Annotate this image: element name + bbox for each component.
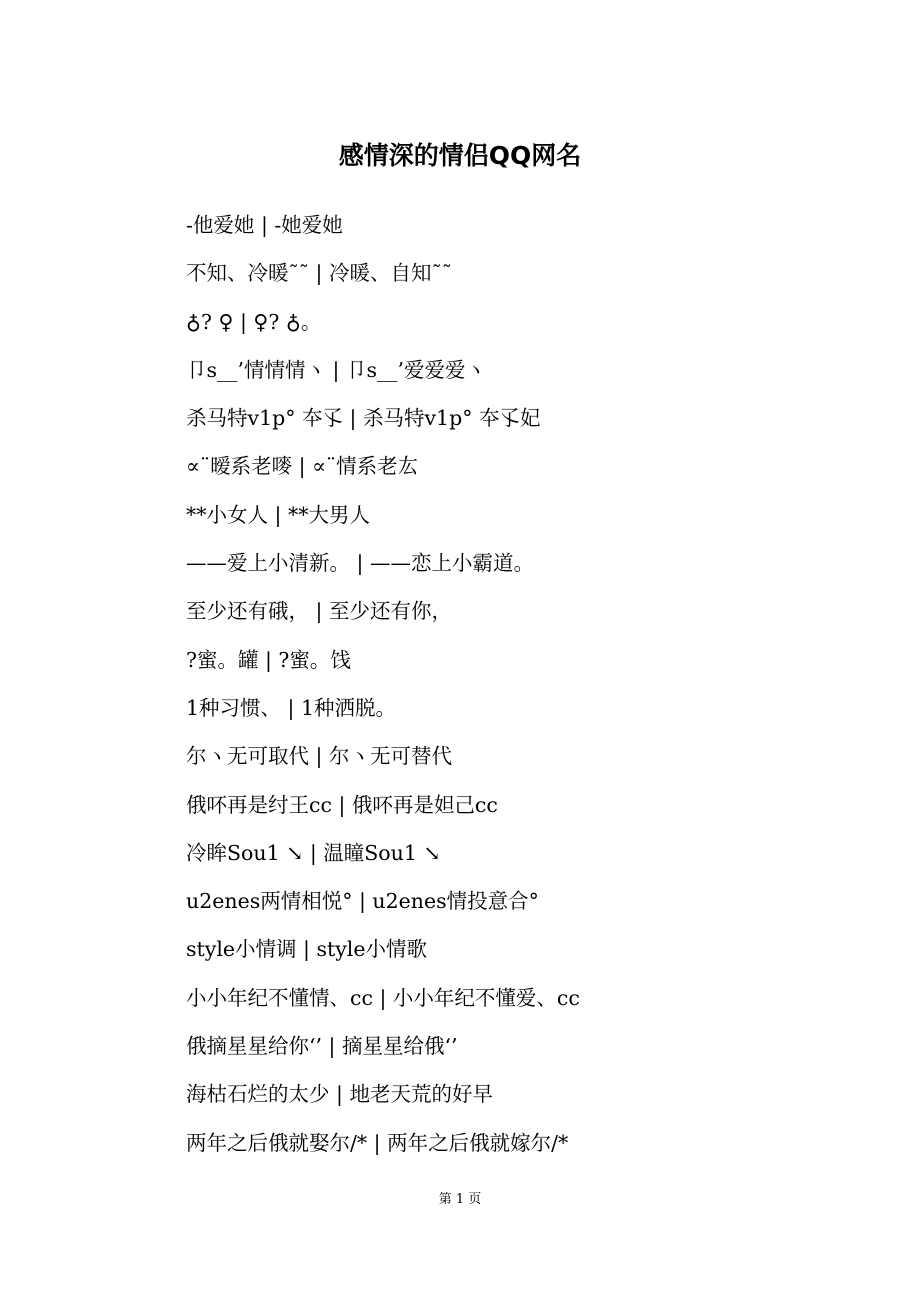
list-item: -他爱她 | -她爱她: [186, 213, 343, 237]
list-item: 两年之后俄就娶尔/* | 两年之后俄就嫁尔/*: [186, 1130, 569, 1155]
list-item: ——爱上小清新。 | ——恋上小霸道。: [186, 551, 534, 576]
list-item: 不知、冷暖˜˜ | 冷暖、自知˜˜: [186, 261, 452, 286]
list-item: 杀马特ⅴ1p° 夲孓 | 杀马特ⅴ1p° 夲孓妃: [186, 406, 541, 431]
list-item: ?蜜。罐 | ?蜜。饯: [186, 647, 351, 672]
page-number: 第 1 页: [438, 1192, 482, 1207]
list-item: ♁? ♀ | ♀? ♁。: [186, 309, 322, 334]
list-item: style小情调 | style小情歌: [186, 937, 427, 962]
list-item: ∝¨暧系老嘜 | ∝¨情系老厷: [186, 454, 419, 479]
list-item: 尔ヽ无可取代 | 尔ヽ无可替代: [186, 744, 452, 769]
list-item: 俄吥再是纣王cc | 俄吥再是妲己cc: [186, 792, 498, 817]
list-item: **小女人 | **大男人: [186, 502, 370, 527]
list-item: 小小年纪不懂情、cc | 小小年纪不懂爱、cc: [186, 985, 580, 1010]
list-item: 1种习惯、 | 1种洒脱。: [186, 695, 397, 720]
name-list: [186, 207, 886, 1173]
list-item: 冷眸Sou1 ↘ | 温瞳Sou1 ↘: [186, 840, 441, 865]
list-item: 俄摘星星给你‘’ | 摘星星给俄‘’: [186, 1034, 458, 1059]
page-title: 感情深的情侣QQ网名: [338, 141, 582, 170]
list-item: 海枯石烂的太少 | 地老天荒的好早: [186, 1082, 493, 1107]
list-item: 至少还有硪， | 至少还有你，: [186, 599, 452, 624]
list-item: u2enes两情相悦° | u2enes情投意合°: [186, 889, 539, 914]
list-item: 卩s__’情情情ヽ | 卩s__’爱爱爱ヽ: [186, 357, 487, 382]
